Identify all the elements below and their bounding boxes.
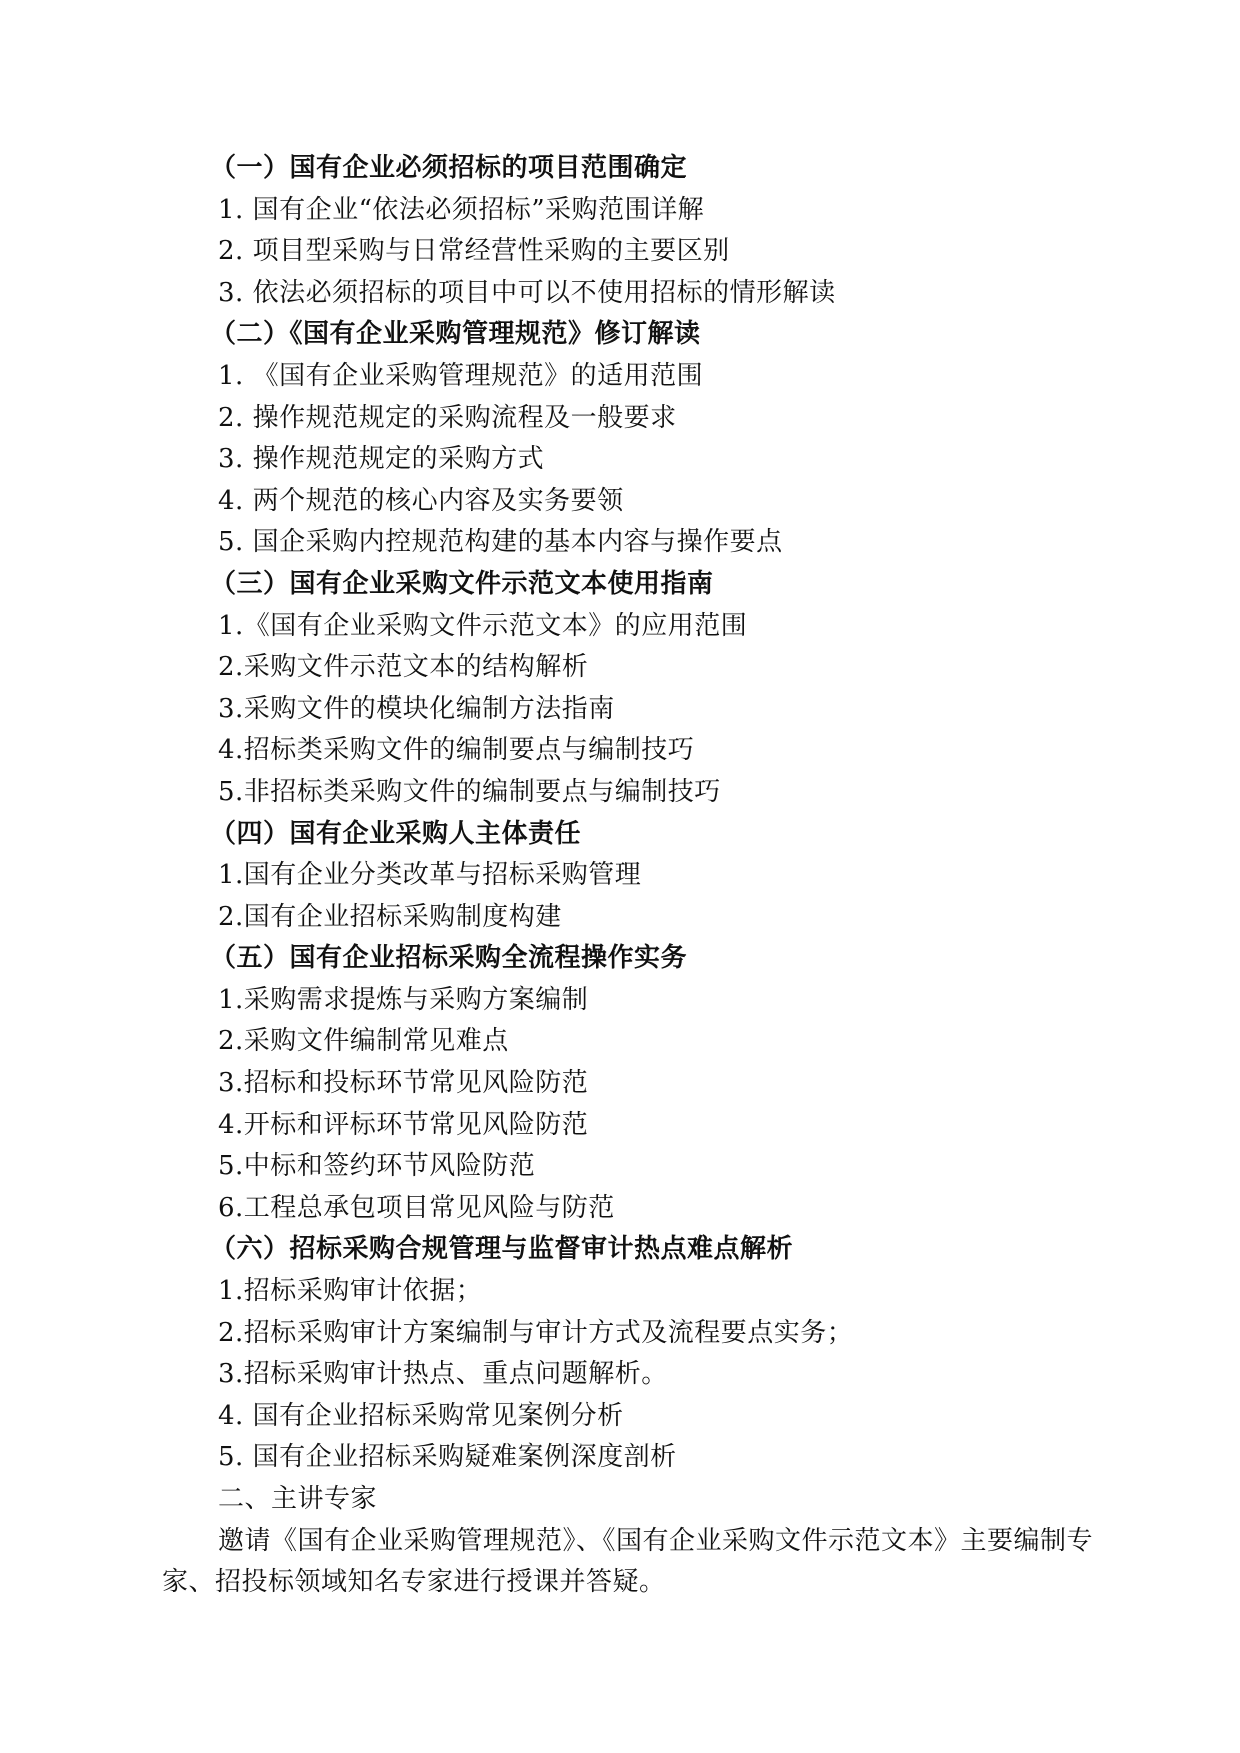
list-item: 3. 依法必须招标的项目中可以不使用招标的情形解读 [218,277,836,308]
list-item: 2. 操作规范规定的采购流程及一般要求 [218,402,677,433]
list-item: 2.采购文件编制常见难点 [218,1026,509,1057]
section-heading: （二）《国有企业采购管理规范》修订解读 [210,319,701,350]
list-item: 2.采购文件示范文本的结构解析 [218,652,589,683]
experts-section [162,1479,1102,1604]
list-item: 1.国有企业分类改革与招标采购管理 [218,860,642,891]
list-item: 3.招标采购审计热点、重点问题解析。 [218,1359,668,1390]
list-item: 5.中标和签约环节风险防范 [218,1151,536,1182]
list-item: 3.招标和投标环节常见风险防范 [218,1068,589,1099]
list-item: 5. 国有企业招标采购疑难案例深度剖析 [218,1442,677,1473]
list-item: 4. 国有企业招标采购常见案例分析 [218,1400,624,1431]
list-item: 1.《国有企业采购文件示范文本》的应用范围 [218,610,748,641]
section-heading: （一）国有企业必须招标的项目范围确定 [210,153,688,183]
list-item: 1. 《国有企业采购管理规范》的适用范围 [218,360,704,391]
list-item: 6.工程总承包项目常见风险与防范 [218,1192,615,1223]
list-item: 4.开标和评标环节常见风险防范 [218,1109,589,1140]
experts-heading: 二、主讲专家 [218,1484,378,1514]
list-item: 4.招标类采购文件的编制要点与编制技巧 [218,735,695,766]
section-heading: （三）国有企业采购文件示范文本使用指南 [210,568,714,599]
section-4 [162,814,1102,939]
list-item: 2. 项目型采购与日常经营性采购的主要区别 [218,236,730,267]
list-item: 3. 操作规范规定的采购方式 [218,444,545,475]
document-content [162,148,1102,1604]
section-1 [162,148,1102,314]
section-heading: （五）国有企业招标采购全流程操作实务 [210,943,688,974]
section-heading: （六）招标采购合规管理与监督审计热点难点解析 [210,1234,794,1265]
list-item: 5. 国企采购内控规范构建的基本内容与操作要点 [218,527,783,558]
list-item: 2.国有企业招标采购制度构建 [218,901,562,932]
list-item: 3.采购文件的模块化编制方法指南 [218,693,615,724]
list-item: 2.招标采购审计方案编制与审计方式及流程要点实务； [218,1317,854,1348]
list-item: 1. 国有企业“依法必须招标”采购范围详解 [218,194,705,225]
section-3 [162,564,1102,814]
list-item: 1.招标采购审计依据； [218,1276,483,1307]
list-item: 5.非招标类采购文件的编制要点与编制技巧 [218,776,721,807]
section-2 [162,314,1102,564]
experts-paragraph: 邀请《国有企业采购管理规范》、《国有企业采购文件示范文本》主要编制专家、招投标领域知名专家进行授课并答疑。 [162,1525,1094,1598]
section-6 [162,1229,1102,1479]
list-item: 1.采购需求提炼与采购方案编制 [218,984,589,1015]
section-heading: （四）国有企业采购人主体责任 [210,818,582,849]
list-item: 4. 两个规范的核心内容及实务要领 [218,485,624,516]
section-5 [162,938,1102,1229]
